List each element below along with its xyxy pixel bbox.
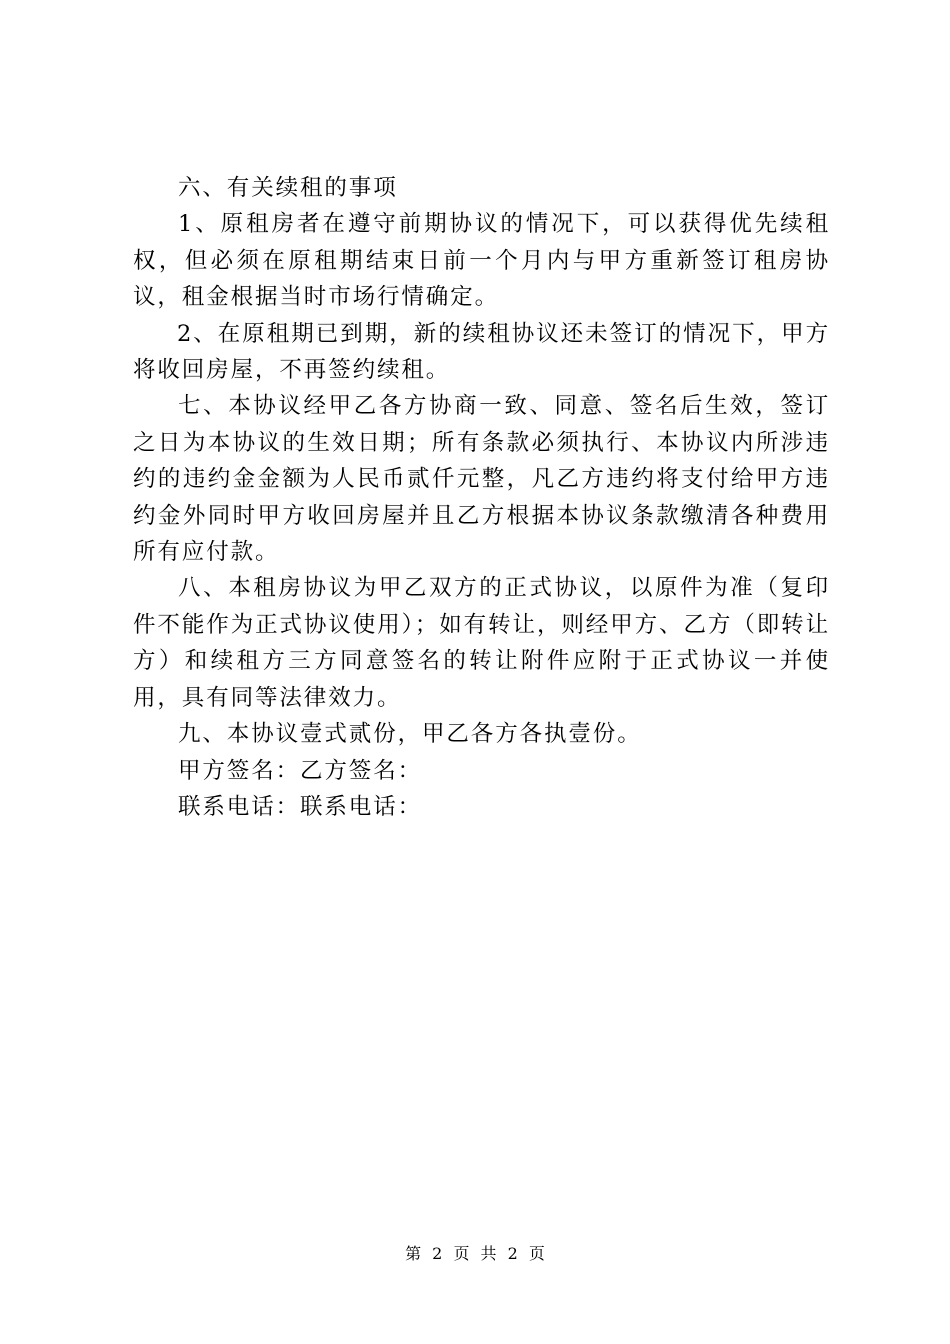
- section-6-clause-2: 2、在原租期已到期，新的续租协议还未签订的情况下，甲方将收回房屋，不再签约续租。: [133, 320, 830, 384]
- page-number-footer: 第 2 页 共 2 页: [405, 1244, 545, 1263]
- contact-phone-line: 联系电话：联系电话：: [178, 793, 423, 820]
- document-body: [133, 170, 830, 825]
- section-6-clause-1: 1、原租房者在遵守前期协议的情况下，可以获得优先续租权，但必须在原租期结束日前一个月内与甲方重新签订租房协议，租金根据当时市场行情确定。: [133, 211, 830, 311]
- section-6-heading: 六、有关续租的事项: [178, 175, 398, 201]
- section-9-paragraph: 九、本协议壹式贰份，甲乙各方各执壹份。: [178, 721, 642, 748]
- signature-line: 甲方签名：乙方签名：: [178, 757, 423, 784]
- section-7-paragraph: 七、本协议经甲乙各方协商一致、同意、签名后生效，签订之日为本协议的生效日期；所有条款必须执行、本协议内所涉违约的违约金金额为人民币贰仟元整，凡乙方违约将支付给甲方违约金外同时甲方收回房屋并且乙方根据本协议条款缴清各种费用所有应付款。: [133, 393, 830, 566]
- section-8-paragraph: 八、本租房协议为甲乙双方的正式协议，以原件为准（复印件不能作为正式协议使用）；如有转让，则经甲方、乙方（即转让方）和续租方三方同意签名的转让附件应附于正式协议一并使用，具有同等法律效力。: [133, 575, 830, 711]
